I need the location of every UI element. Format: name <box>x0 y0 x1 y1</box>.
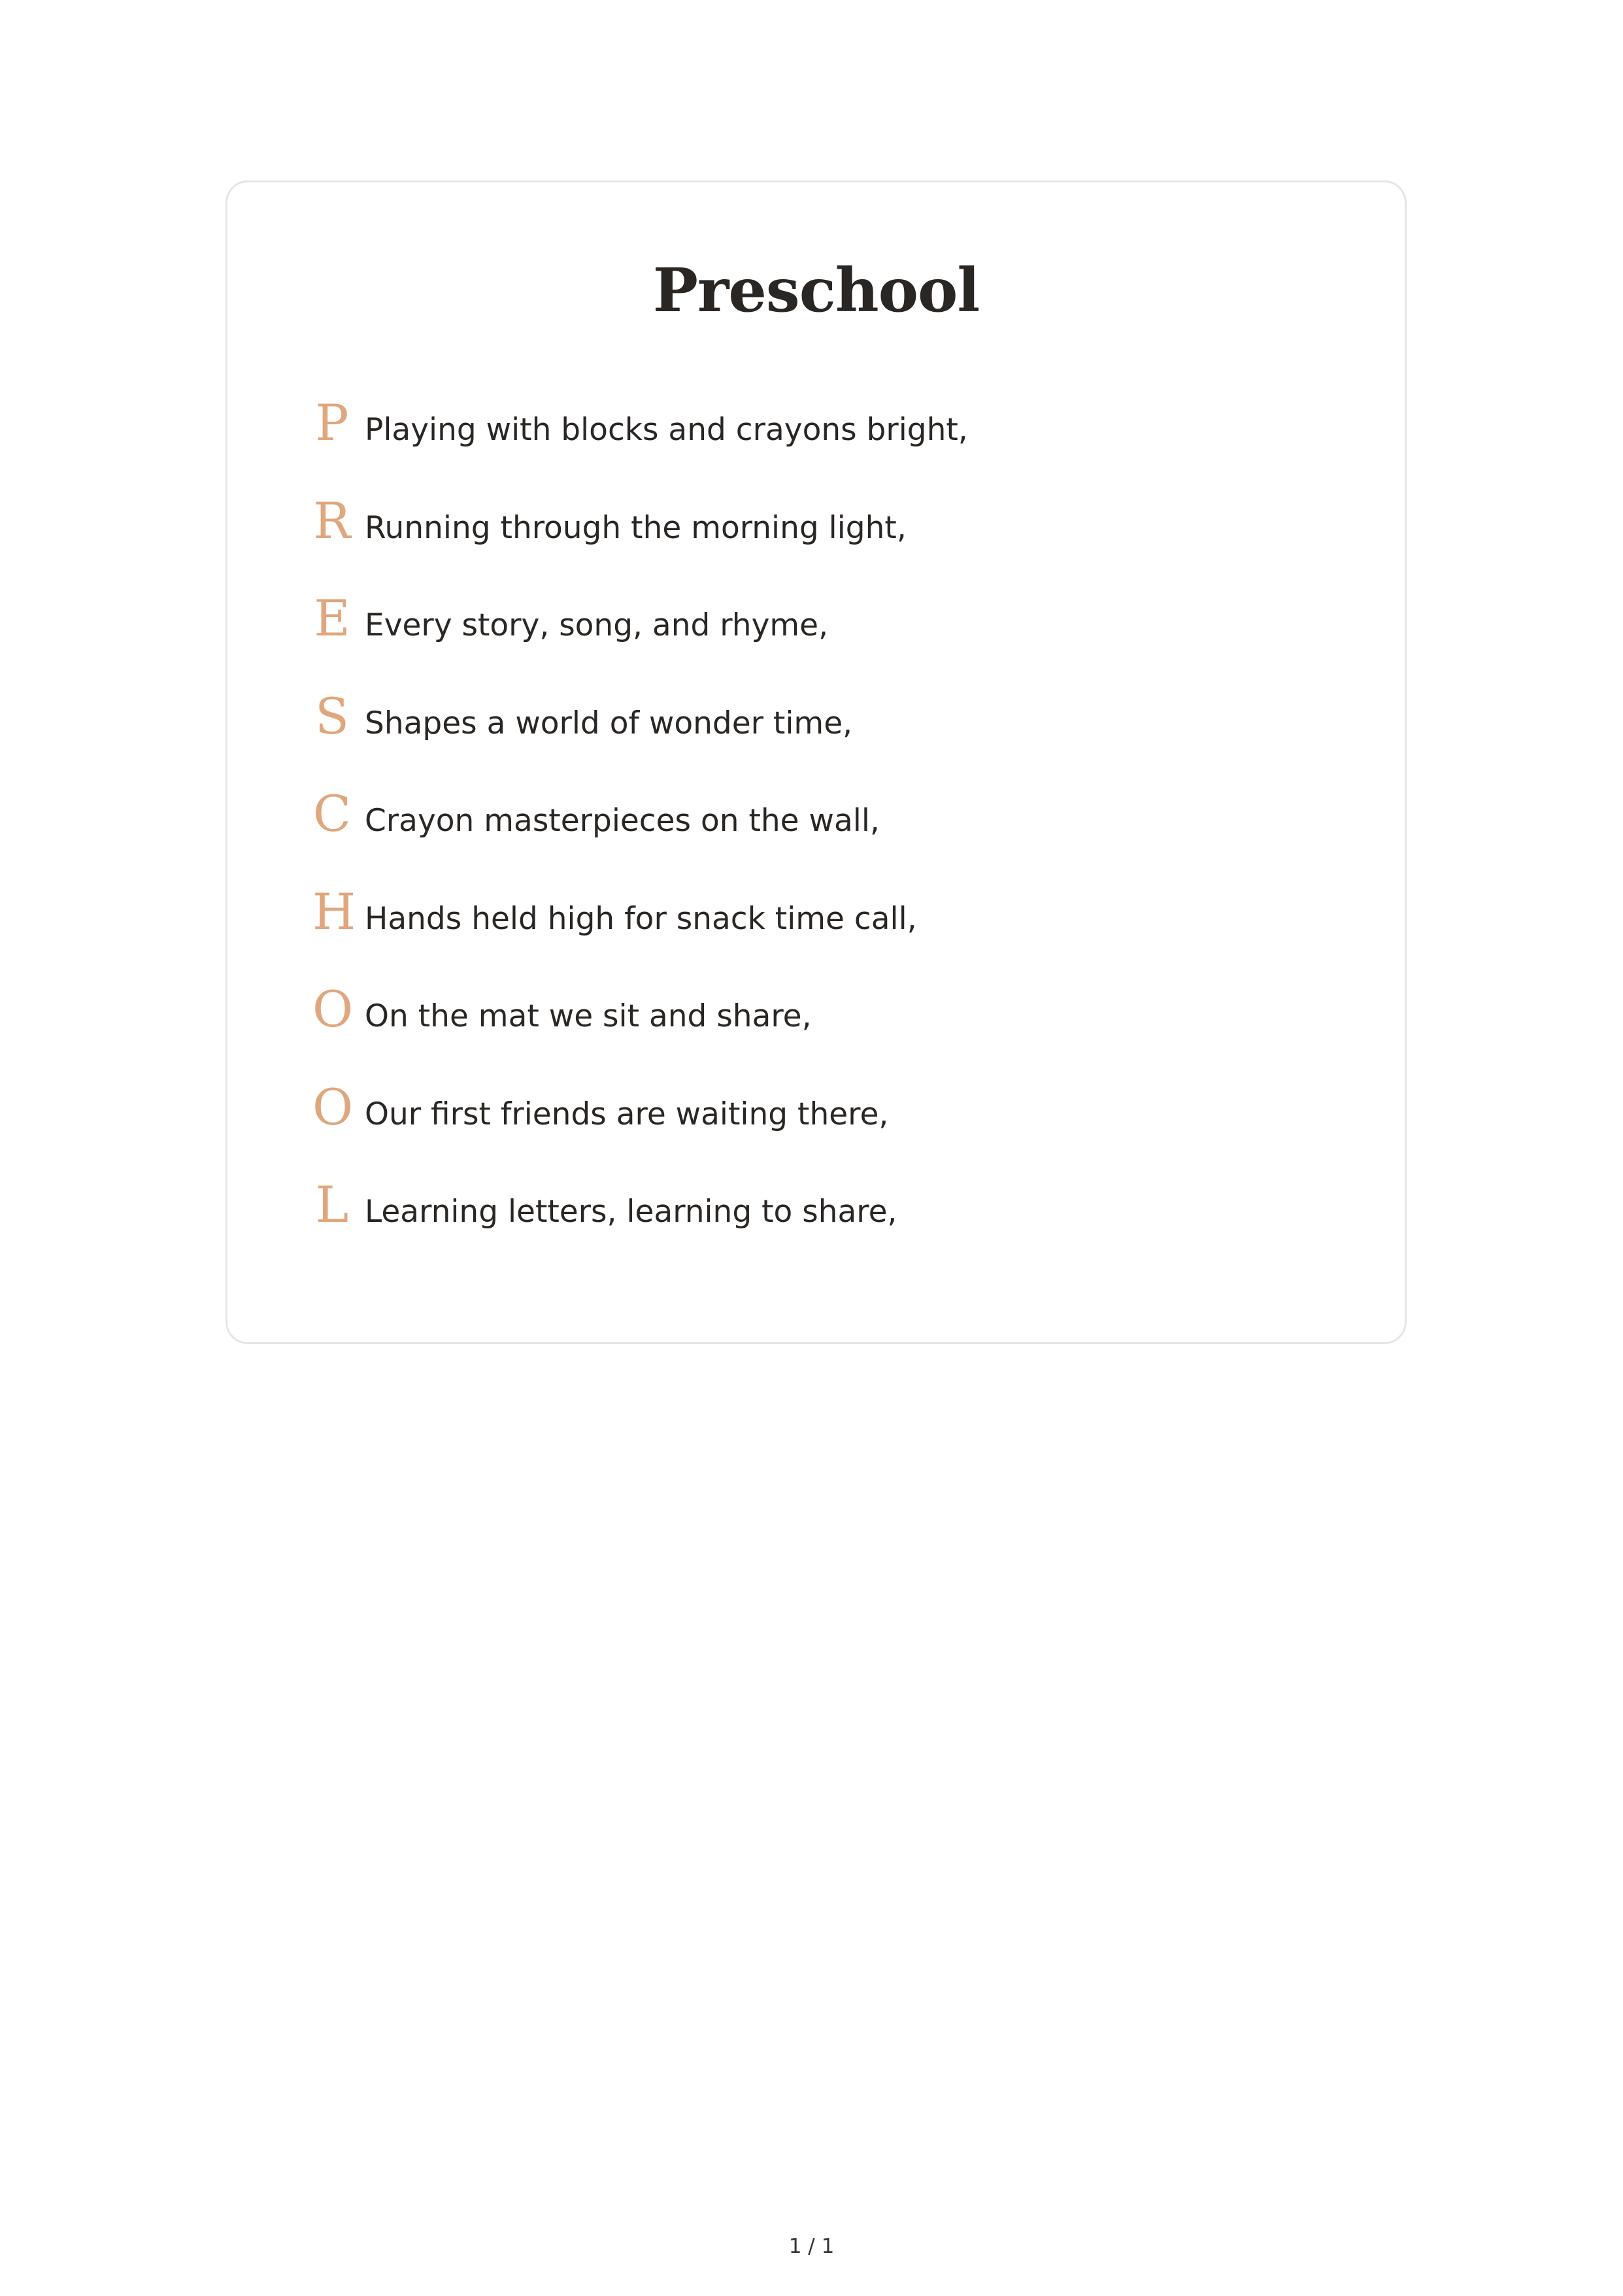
line-initial: O <box>312 980 354 1038</box>
line-initial: H <box>312 882 356 941</box>
line-initial: L <box>315 1175 349 1234</box>
poem-line <box>312 882 968 985</box>
line-initial: R <box>313 491 351 550</box>
line-text: Hands held high for snack time call, <box>365 900 917 937</box>
line-initial: O <box>312 1077 354 1136</box>
poem-line <box>312 686 968 790</box>
poem-line <box>312 394 968 496</box>
line-initial: E <box>314 589 350 647</box>
poem-card <box>226 180 1407 1344</box>
poem-line <box>312 1077 968 1181</box>
poem-line <box>312 980 968 1083</box>
line-initial: P <box>315 394 349 452</box>
poem-title: Preschool <box>652 255 980 326</box>
poem-line <box>312 491 968 594</box>
line-text: Our first friends are waiting there, <box>365 1096 889 1132</box>
line-initial: C <box>312 785 352 843</box>
line-text: Shapes a world of wonder time, <box>365 705 853 741</box>
poem-line <box>312 589 968 692</box>
poem-line <box>312 1175 968 1278</box>
page-number: 1 / 1 <box>788 2235 835 2258</box>
line-text: Running through the morning light, <box>365 509 907 546</box>
line-text: On the mat we sit and share, <box>365 998 812 1034</box>
line-text: Every story, song, and rhyme, <box>365 607 829 643</box>
acrostic-lines <box>312 394 968 1278</box>
line-initial: S <box>314 686 350 745</box>
line-text: Playing with blocks and crayons bright, <box>365 412 968 448</box>
line-text: Crayon masterpieces on the wall, <box>365 803 880 839</box>
poem-line <box>312 785 968 887</box>
line-text: Learning letters, learning to share, <box>365 1194 897 1230</box>
